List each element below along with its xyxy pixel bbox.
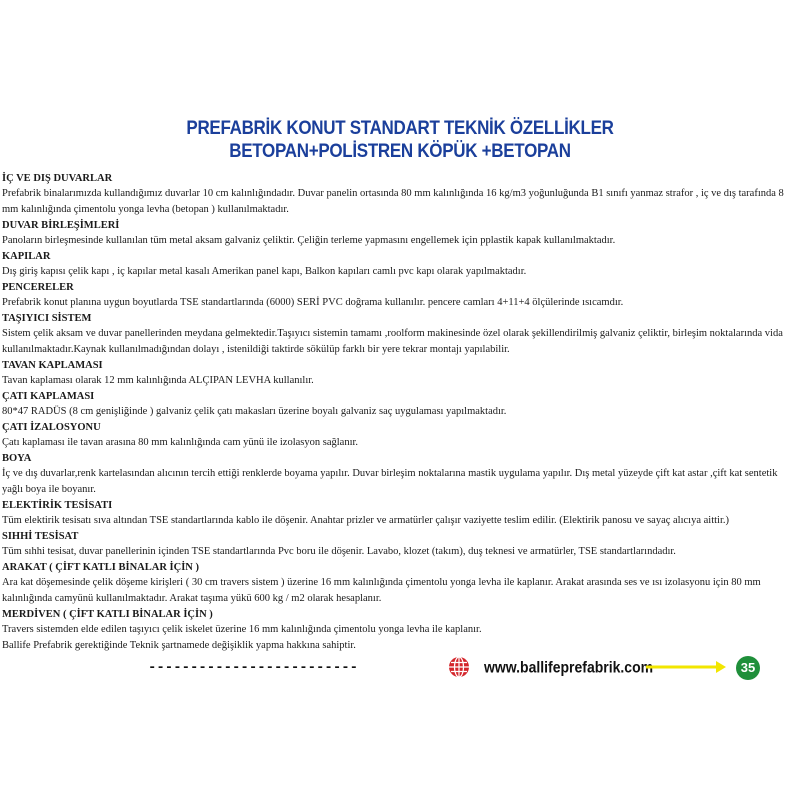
section-heading: BOYA (2, 453, 32, 464)
footer-dashed-line: ------------------------- (148, 660, 359, 676)
closing-note: Ballife Prefabrik gerektiğinde Teknik şartnamede değişiklik yapma hakkına sahiptir. (2, 640, 356, 651)
section-tavan-kaplamasi (2, 358, 798, 389)
section-heading: TAVAN KAPLAMASI (2, 360, 103, 371)
section-heading: İÇ VE DIŞ DUVARLAR (2, 173, 113, 184)
section-heading: TAŞIYICI SİSTEM (2, 313, 92, 324)
section-ic-dis-duvarlar (2, 171, 798, 218)
section-tasiyici-sistem (2, 311, 798, 358)
section-text: Tavan kaplaması olarak 12 mm kalınlığında ALÇIPAN LEVHA kullanılır. (2, 375, 314, 386)
section-heading: ÇATI KAPLAMASI (2, 391, 95, 402)
section-boya (2, 451, 798, 498)
website-link[interactable]: www.ballifeprefabrik.com (484, 658, 654, 676)
globe-icon (448, 656, 470, 678)
document-subtitle: BETOPAN+POLİSTREN KÖPÜK +BETOPAN (229, 139, 571, 162)
section-text: 80*47 RADÜS (8 cm genişliğinde ) galvaniz çelik çatı makasları üzerine boyalı galvaniz saç uygulaması yapılmaktadır. (2, 406, 507, 417)
section-heading: KAPILAR (2, 251, 51, 262)
section-pencereler (2, 280, 798, 311)
section-heading: SIHHİ TESİSAT (2, 531, 79, 542)
section-heading: MERDİVEN ( ÇİFT KATLI BİNALAR İÇİN ) (2, 609, 213, 620)
page-number-badge: 35 (736, 656, 760, 680)
section-text: Tüm elektirik tesisatı sıva altından TSE standartlarında kablo ile döşenir. Anahtar prizler ve armatürler çalışır vaziyette teslim edilir. (Elektirik panosu ve sayaç alıcıya aittir.) (2, 515, 729, 526)
section-text: Travers sistemden elde edilen taşıyıcı çelik iskelet üzerine 16 mm kalınlığında çimentolu yonga levha ile kaplanır. (2, 624, 482, 635)
section-heading: DUVAR BİRLEŞİMLERİ (2, 220, 120, 231)
section-merdiven (2, 607, 798, 638)
section-elektirik-tesisati (2, 498, 798, 529)
section-text: Prefabrik konut planına uygun boyutlarda TSE standartlarında (6000) SERİ PVC doğrama kullanılır. pencere camları 4+11+4 ölçülerinde ısıcamdır. (2, 297, 624, 308)
section-text: Sistem çelik aksam ve duvar panellerinden meydana gelmektedir.Taşıyıcı sistemin tamamı ,roolform makinesinde özel olarak şekillendirilmiş galvaniz çeliktir, birleşim noktalarında vida kullanılmaktadır.Kaynak kullanılmadığından dolayı , istenildiği taktirde sökülüp farklı bir yere tekrar montajı yapılabilir. (2, 328, 783, 355)
section-cati-kaplamasi (2, 389, 798, 420)
section-sihhi-tesisat (2, 529, 798, 560)
spec-content (2, 171, 798, 654)
section-text: Panoların birleşmesinde kullanılan tüm metal aksam galvaniz çeliktir. Çeliğin terleme yapmasını engellemek için pplastik kapak kullanılmaktadır. (2, 235, 616, 246)
section-text: Tüm sıhhi tesisat, duvar panellerinin içinden TSE standartlarında Pvc boru ile döşenir. Lavabo, klozet (takım), duş teknesi ve armatürler, TSE standartlarındadır. (2, 546, 676, 557)
section-text: Çatı kaplaması ile tavan arasına 80 mm kalınlığında cam yünü ile izolasyon sağlanır. (2, 437, 359, 448)
section-heading: ELEKTİRİK TESİSATI (2, 500, 113, 511)
document-title: PREFABRİK KONUT STANDART TEKNİK ÖZELLİKLER (186, 116, 614, 139)
section-heading: ÇATI İZALOSYONU (2, 422, 101, 433)
section-duvar-birlesimleri (2, 218, 798, 249)
arrow-right-icon (646, 660, 726, 674)
section-arakat (2, 560, 798, 607)
section-kapilar (2, 249, 798, 280)
section-text: Prefabrik binalarımızda kullandığımız duvarlar 10 cm kalınlığındadır. Duvar panelin ortasında 80 mm kalınlığında 16 kg/m3 yoğunluğunda B1 sınıfı yanmaz strafor , iç ve dış tarafında 8 mm kalınlığında çimentolu yonga levha (betopan ) kullanılmaktadır. (2, 188, 784, 215)
section-heading: ARAKAT ( ÇİFT KATLI BİNALAR İÇİN ) (2, 562, 199, 573)
section-cati-izolasyonu (2, 420, 798, 451)
section-heading: PENCERELER (2, 282, 74, 293)
section-text: İç ve dış duvarlar,renk kartelasından alıcının tercih ettiği renklerde boyama yapılır. Duvar birleşim noktalarına mastik uygulama yapılır. Dış metal yüzeyde çift kat astar ,çift kat sentetik yağlı boya ile boyanır. (2, 468, 778, 495)
section-text: Dış giriş kapısı çelik kapı , iç kapılar metal kasalı Amerikan panel kapı, Balkon kapıları camlı pvc kapı olarak yapılmaktadır. (2, 266, 527, 277)
section-text: Ara kat döşemesinde çelik döşeme kirişleri ( 30 cm travers sistem ) üzerine 16 mm kalınlığında çimentolu yonga levha ile kaplanır. Arakat arasında ses ve ısı izolasyonu için 80 mm kalınlığında camyünü kullanılmaktadır. Arakat taşıma yükü 600 kg / m2 olarak hesaplanır. (2, 577, 761, 604)
